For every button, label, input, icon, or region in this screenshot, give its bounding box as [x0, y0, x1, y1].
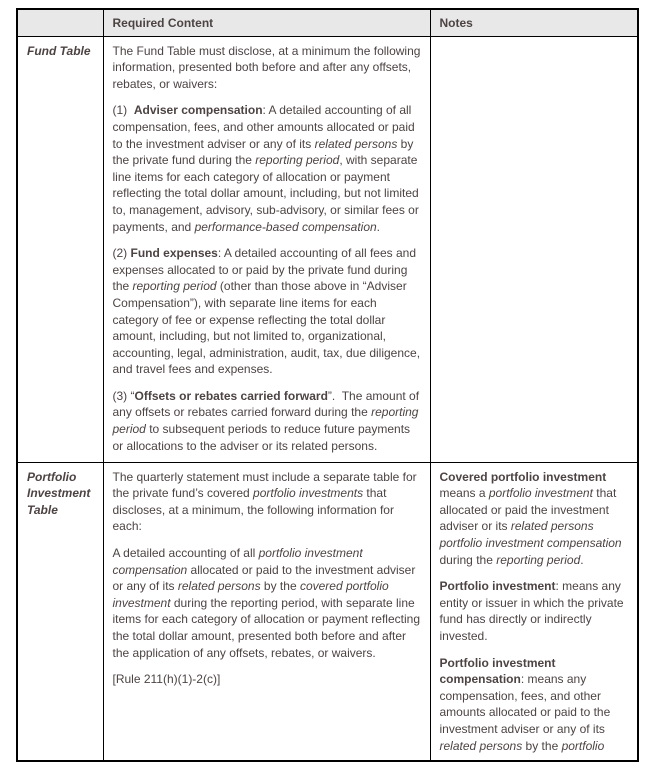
paragraph: Portfolio investment compensation: means any compensation, fees, and other amounts allocated or paid to the investment adviser or any of its related persons by the portfolio: [439, 655, 614, 753]
portfolio-investment-table-notes: [430, 462, 638, 761]
header-cell-empty: [17, 9, 103, 36]
fund-table-notes: [430, 36, 638, 462]
paragraph: [Rule 211(h)(1)-2(c)]: [112, 672, 221, 687]
paragraph: Covered portfolio investment means a portfolio investment that allocated or paid the investment adviser or its related persons portfolio investment compensation during the reporting period.: [439, 469, 625, 567]
table-row-fund-table: [17, 36, 638, 462]
fund-table-required-content: [103, 36, 430, 462]
row-label-fund-table: Fund Table: [17, 36, 103, 462]
paragraph: (2) Fund expenses: A detailed accounting of all fees and expenses allocated to or paid by the private fund during the reporting period (other than those above in “Adviser Compensation”), with separate line items for each category of fee or expense reflecting the total dollar amount, including, but not limited to, organizational, accounting, legal, administration, audit, tax, due diligence, and travel fees and expenses.: [112, 246, 424, 377]
table-row-portfolio-investment-table: [17, 462, 638, 761]
paragraph: (3) “Offsets or rebates carried forward”. The amount of any offsets or rebates carried forward during the reporting period to subsequent periods to reduce future payments or allocations to the adviser or its related persons.: [112, 388, 423, 453]
paragraph: A detailed accounting of all portfolio investment compensation allocated or paid to the investment adviser or any of its related persons by the covered portfolio investment during the reporting period, with separate line items for each category of allocation or payment reflecting the total dollar amount, presented both before and after the application of any offsets, rebates, or waivers.: [112, 545, 424, 660]
requirements-table: [16, 8, 639, 762]
paragraph: Portfolio investment: means any entity or issuer in which the private fund has directly or indirectly invested.: [439, 579, 627, 643]
header-cell-required-content: Required Content: [103, 9, 430, 36]
header-cell-notes: Notes: [430, 9, 638, 36]
paragraph: The Fund Table must disclose, at a minimum the following information, presented both before and after any offsets, rebates, or waivers:: [112, 43, 424, 91]
portfolio-investment-table-required-content: [103, 462, 430, 761]
paragraph: The quarterly statement must include a separate table for the private fund’s covered portfolio investments that discloses, at a minimum, the following information for each:: [112, 469, 421, 534]
header-row: [17, 9, 638, 36]
row-label-portfolio-investment-table: Portfolio Investment Table: [17, 462, 103, 761]
paragraph: (1) Adviser compensation: A detailed accounting of all compensation, fees, and other amounts allocated or paid to the investment adviser or any of its related persons by the private fund during the reporting period, with separate line items for each category of allocation or payment reflecting the total dollar amount, including, but not limited to, management, advisory, sub-advisory, or similar fees or payments, and performance-based compensation.: [112, 103, 423, 234]
